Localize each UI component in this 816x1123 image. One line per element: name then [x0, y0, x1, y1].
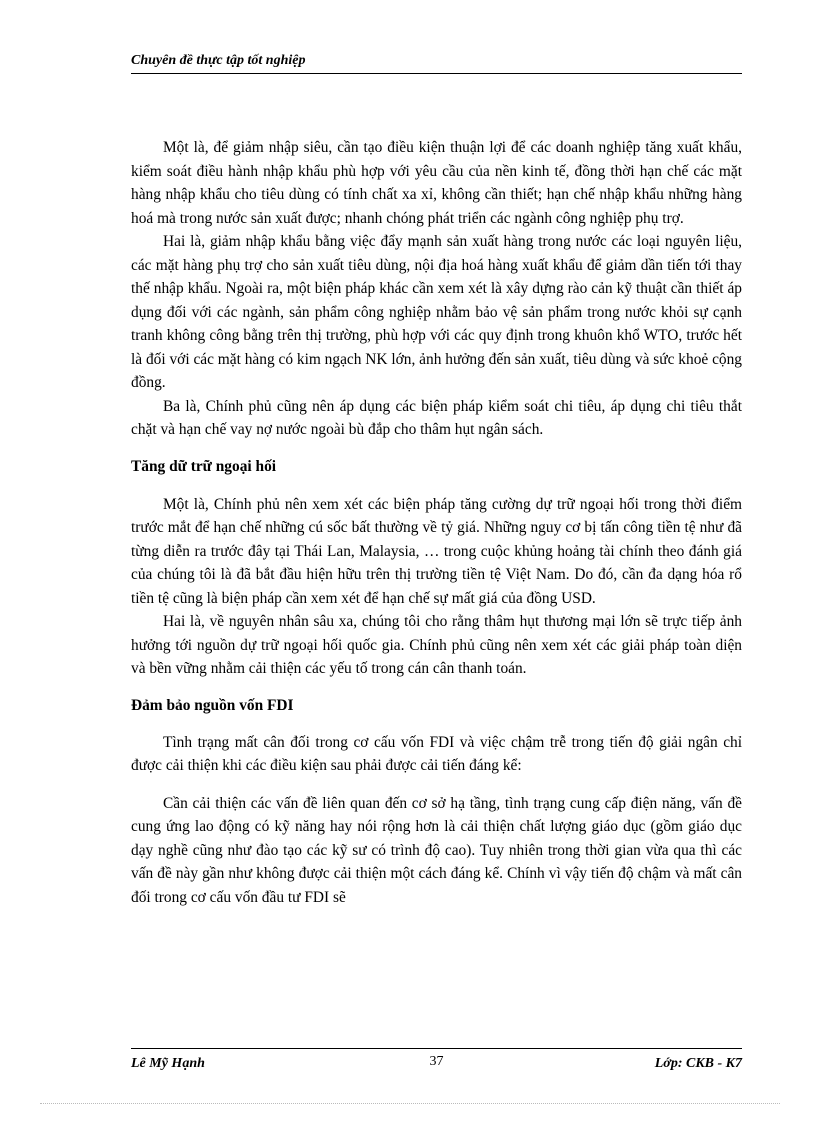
footer-class-label: Lớp: CKB - K7	[654, 1056, 742, 1071]
section-heading-foreign-reserves: Tăng dữ trữ ngoại hối	[131, 457, 277, 475]
page-bottom-dotted-line	[40, 1103, 780, 1104]
page-header	[131, 52, 742, 74]
paragraph-1: Một là, để giảm nhập siêu, cần tạo điều kiện thuận lợi để các doanh nghiệp tăng xuất khẩu, kiểm soát điều hành nhập khẩu phù hợp với yêu cầu của nền kinh tế, đồng thời hạn chế các mặt hàng nhập khẩu cho tiêu dùng có tính chất xa xỉ, không cần thiết; hạn chế nhập khẩu những hàng hoá mà trong nước sản xuất được; nhanh chóng phát triển các ngành công nghiệp phụ trợ.	[131, 139, 742, 227]
document-body	[131, 136, 742, 909]
paragraph-7: Cần cải thiện các vấn đề liên quan đến cơ sở hạ tầng, tình trạng cung cấp điện năng, vấn đề cung ứng lao động có kỹ năng hay nói rộng hơn là cải thiện chất lượng giáo dục (gồm giáo dục dạy nghề cũng như đào tạo các kỹ sư có trình độ cao). Tuy nhiên trong thời gian vừa qua thì các vấn đề này gần như không được cải thiện một cách đáng kể. Chính vì vậy tiến độ chậm và mất cân đối trong cơ cấu vốn đầu tư FDI sẽ	[131, 794, 742, 906]
section-heading-fdi: Đảm bảo nguồn vốn FDI	[131, 696, 294, 714]
paragraph-5: Hai là, về nguyên nhân sâu xa, chúng tôi cho rằng thâm hụt thương mại lớn sẽ trực tiếp ảnh hưởng tới nguồn dự trữ ngoại hối quốc gia. Chính phủ cũng nên xem xét các giải pháp toàn diện và bền vững nhằm cải thiện các yếu tố trong cán cân thanh toán.	[131, 613, 742, 677]
paragraph-2: Hai là, giảm nhập khẩu bằng việc đẩy mạnh sản xuất hàng trong nước các loại nguyên liệu, các mặt hàng phụ trợ cho sản xuất tiêu dùng, nội địa hoá hàng xuất khẩu để giảm dần tiến tới thay thế nhập khẩu. Ngoài ra, một biện pháp khác cần xem xét là xây dựng rào cản kỹ thuật cần thiết áp dụng đối với các ngành, sản phẩm công nghiệp nhằm bảo vệ sản phẩm trong nước khỏi sự cạnh tranh không công bằng trên thị trường, phù hợp với các quy định trong khuôn khổ WTO, trước hết là đối với các mặt hàng có kim ngạch NK lớn, ảnh hưởng đến sản xuất, tiêu dùng và sức khoẻ cộng đồng.	[131, 233, 742, 391]
paragraph-4: Một là, Chính phủ nên xem xét các biện pháp tăng cường dự trữ ngoại hối trong thời điểm trước mắt để hạn chế những cú sốc bất thường về tỷ giá. Những nguy cơ bị tấn công tiền tệ như đã từng diễn ra trước đây tại Thái Lan, Malaysia, … trong cuộc khủng hoảng tài chính theo đánh giá của chúng tôi là đã bắt đầu hiện hữu trên thị trường tiền tệ Việt Nam. Do đó, cần đa dạng hóa rổ tiền tệ cũng là biện pháp cần xem xét để hạn chế sự mất giá của đồng USD.	[131, 495, 742, 607]
header-rule	[131, 73, 742, 74]
footer-row	[131, 1054, 742, 1076]
page-number: 37	[429, 1054, 444, 1069]
footer-author: Lê Mỹ Hạnh	[131, 1056, 205, 1071]
paragraph-3: Ba là, Chính phủ cũng nên áp dụng các biện pháp kiểm soát chi tiêu, áp dụng chi tiêu thắt chặt và hạn chế vay nợ nước ngoài bù đắp cho thâm hụt ngân sách.	[131, 397, 742, 438]
page-footer	[131, 1048, 742, 1076]
header-title: Chuyên đề thực tập tốt nghiệp	[131, 53, 306, 68]
paragraph-6: Tình trạng mất cân đối trong cơ cấu vốn FDI và việc chậm trễ trong tiến độ giải ngân chỉ được cải thiện khi các điều kiện sau phải được cải tiến đáng kể:	[131, 733, 742, 774]
footer-rule	[131, 1048, 742, 1049]
